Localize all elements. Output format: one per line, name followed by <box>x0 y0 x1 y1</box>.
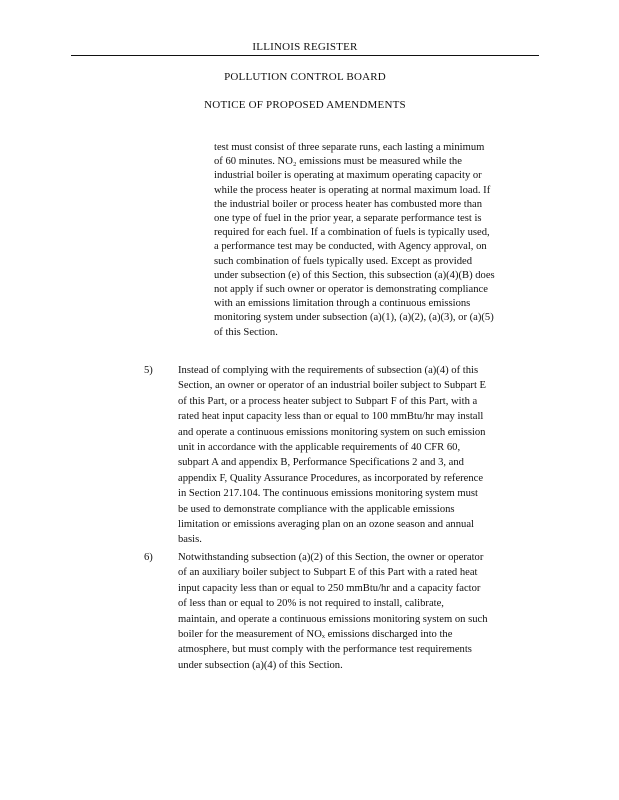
paragraph-number: 6) <box>144 552 153 563</box>
text-line: a performance test may be conducted, with Agency approval, on <box>214 241 487 253</box>
register-header: ILLINOIS REGISTER <box>71 41 539 56</box>
text-line: of this Section. <box>214 326 278 338</box>
text-line: subpart A and appendix B, Performance Specifications 2 and 3, and <box>178 457 464 469</box>
text-line: under subsection (a)(4) of this Section. <box>178 659 343 671</box>
text-line: of an auxiliary boiler subject to Subpart E of this Part with a rated heat <box>178 567 478 579</box>
text-line: while the process heater is operating at normal maximum load. If <box>214 184 491 196</box>
text-line: such combination of fuels typically used. Except as provided <box>214 255 473 267</box>
notice-header: NOTICE OF PROPOSED AMENDMENTS <box>204 99 406 111</box>
text-line: atmosphere, but must comply with the performance test requirements <box>178 644 472 656</box>
text-line: Section, an owner or operator of an industrial boiler subject to Subpart E <box>178 380 487 392</box>
text-line: one type of fuel in the prior year, a separate performance test is <box>214 213 482 225</box>
text-line: in Section 217.104. The continuous emissions monitoring system must <box>178 488 478 500</box>
paragraph-text <box>178 550 543 673</box>
text-line: not apply if such owner or operator is demonstrating compliance <box>214 284 488 296</box>
text-line: Instead of complying with the requirements of subsection (a)(4) of this <box>178 365 479 376</box>
text-line: be used to demonstrate compliance with the applicable emissions <box>178 503 455 515</box>
text-line: under subsection (e) of this Section, this subsection (a)(4)(B) does <box>214 269 495 281</box>
text-line: boiler for the measurement of NOₓ emissions discharged into the <box>178 629 453 641</box>
text-line: with an emissions limitation through a continuous emissions <box>214 298 471 310</box>
text-line: the industrial boiler or process heater has combusted more than <box>214 198 482 210</box>
text-line: rated heat input capacity less than or equal to 100 mmBtu/hr may install <box>178 411 484 423</box>
text-line: input capacity less than or equal to 250 mmBtu/hr and a capacity factor <box>178 582 481 594</box>
text-line: industrial boiler is operating at maximum operating capacity or <box>214 170 482 182</box>
continuation-paragraph <box>214 141 544 340</box>
text-line: basis. <box>178 534 202 546</box>
agency-header: POLLUTION CONTROL BOARD <box>224 71 386 83</box>
text-line: monitoring system under subsection (a)(1), (a)(2), (a)(3), or (a)(5) <box>214 312 494 324</box>
paragraph-text <box>178 363 543 548</box>
text-line: of less than or equal to 20% is not required to install, calibrate, <box>178 598 444 610</box>
text-line: maintain, and operate a continuous emissions monitoring system on such <box>178 613 488 625</box>
text-line: Notwithstanding subsection (a)(2) of this Section, the owner or operator <box>178 552 484 563</box>
paragraph-number: 5) <box>144 365 153 376</box>
text-line: and operate a continuous emissions monitoring system on such emission <box>178 426 486 438</box>
text-line: limitation or emissions averaging plan on an ozone season and annual <box>178 519 474 531</box>
text-line: unit in accordance with the applicable requirements of 40 CFR 60, <box>178 442 461 454</box>
text-line: test must consist of three separate runs, each lasting a minimum <box>214 142 485 153</box>
text-line: appendix F, Quality Assurance Procedures, as incorporated by reference <box>178 472 484 484</box>
text-line: of this Part, or a process heater subject to Subpart F of this Part, with a <box>178 395 478 407</box>
text-line: required for each fuel. If a combination of fuels is typically used, <box>214 227 490 239</box>
text-line: of 60 minutes. NO₂ emissions must be measured while the <box>214 156 462 168</box>
